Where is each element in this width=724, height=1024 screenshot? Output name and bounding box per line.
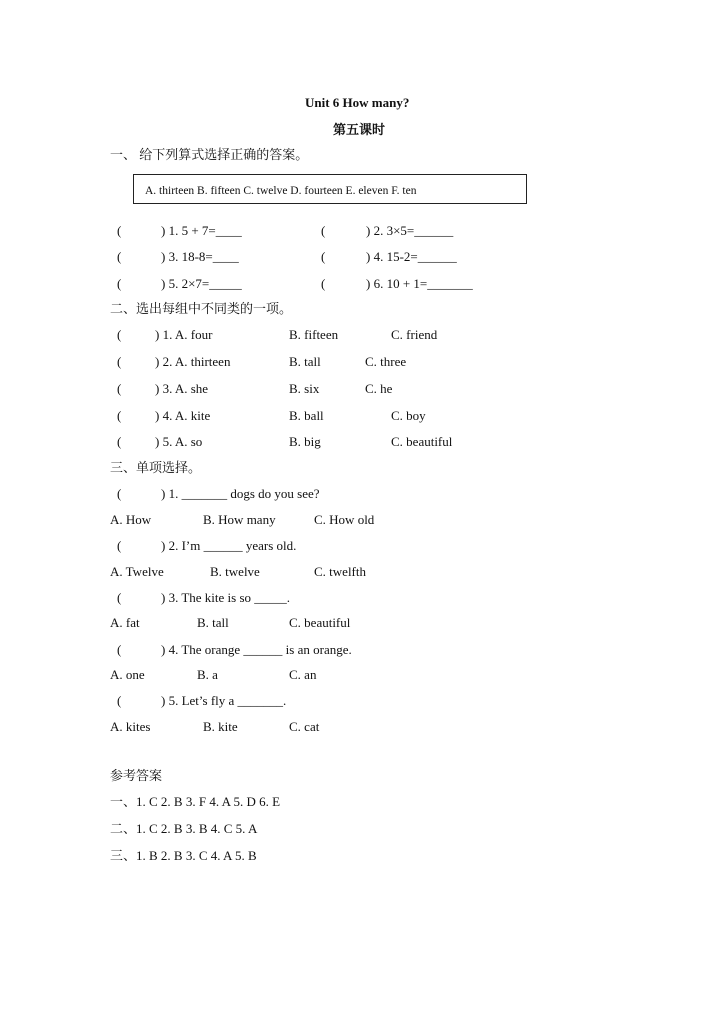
option-b: B. six [289,381,320,396]
answer-paren[interactable]: ( [117,276,122,291]
question-text: ) 4. 15-2=______ [366,249,457,264]
page-title: Unit 6 How many? [305,95,410,110]
question-text: ) 2. 3×5=______ [366,223,454,238]
option-b: B. ball [289,408,324,423]
section3-heading: 三、单项选择。 [110,460,202,475]
option-c: C. friend [391,327,438,342]
answer-line: 一、1. C 2. B 3. F 4. A 5. D 6. E [110,794,281,809]
option-c: C. he [365,381,393,396]
option-b: B. a [197,667,218,682]
question-stem: ) 4. The orange ______ is an orange. [161,642,352,657]
answer-paren[interactable]: ( [117,249,122,264]
answer-paren[interactable]: ( [321,249,326,264]
option-a: ) 1. A. four [155,327,213,342]
answer-paren[interactable]: ( [117,354,122,369]
option-a: ) 3. A. she [155,381,209,396]
section1-heading: 一、 给下列算式选择正确的答案。 [110,147,309,162]
option-b: B. How many [203,512,276,527]
answer-line: 三、1. B 2. B 3. C 4. A 5. B [110,848,257,863]
answer-line: 二、1. C 2. B 3. B 4. C 5. A [110,821,258,836]
answer-paren[interactable]: ( [117,590,122,605]
answer-paren[interactable]: ( [117,327,122,342]
question-stem: ) 2. I’m ______ years old. [161,538,297,553]
answer-paren[interactable]: ( [117,538,122,553]
option-a: A. kites [110,719,151,734]
option-c: C. boy [391,408,426,423]
option-b: B. big [289,434,321,449]
option-b: B. kite [203,719,238,734]
answer-paren[interactable]: ( [117,223,122,238]
option-b: B. twelve [210,564,260,579]
answer-paren[interactable]: ( [321,223,326,238]
option-c: C. an [289,667,317,682]
option-b: B. tall [289,354,321,369]
answer-paren[interactable]: ( [117,642,122,657]
question-text: ) 6. 10 + 1=_______ [366,276,473,291]
section2-heading: 二、选出每组中不同类的一项。 [110,301,293,316]
answer-paren[interactable]: ( [117,408,122,423]
question-stem: ) 5. Let’s fly a _______. [161,693,287,708]
options-box [133,174,527,204]
option-a: ) 2. A. thirteen [155,354,231,369]
question-stem: ) 3. The kite is so _____. [161,590,291,605]
answers-heading: 参考答案 [110,768,163,783]
option-c: C. beautiful [289,615,351,630]
option-b: B. fifteen [289,327,339,342]
question-stem: ) 1. _______ dogs do you see? [161,486,320,501]
answer-paren[interactable]: ( [321,276,326,291]
answer-paren[interactable]: ( [117,486,122,501]
answer-paren[interactable]: ( [117,434,122,449]
option-c: C. beautiful [391,434,453,449]
option-a: A. How [110,512,152,527]
option-a: A. fat [110,615,140,630]
question-text: ) 1. 5 + 7=____ [161,223,242,238]
option-a: A. one [110,667,145,682]
option-c: C. cat [289,719,320,734]
option-a: A. Twelve [110,564,164,579]
lesson-subtitle: 第五课时 [333,122,386,137]
option-c: C. How old [314,512,375,527]
answer-paren[interactable]: ( [117,693,122,708]
option-c: C. three [365,354,407,369]
question-text: ) 3. 18-8=____ [161,249,239,264]
options-text: A. thirteen B. fifteen C. twelve D. fourteen E. eleven F. ten [145,185,417,197]
option-a: ) 5. A. so [155,434,203,449]
option-c: C. twelfth [314,564,366,579]
answer-paren[interactable]: ( [117,381,122,396]
option-b: B. tall [197,615,229,630]
option-a: ) 4. A. kite [155,408,211,423]
question-text: ) 5. 2×7=_____ [161,276,242,291]
